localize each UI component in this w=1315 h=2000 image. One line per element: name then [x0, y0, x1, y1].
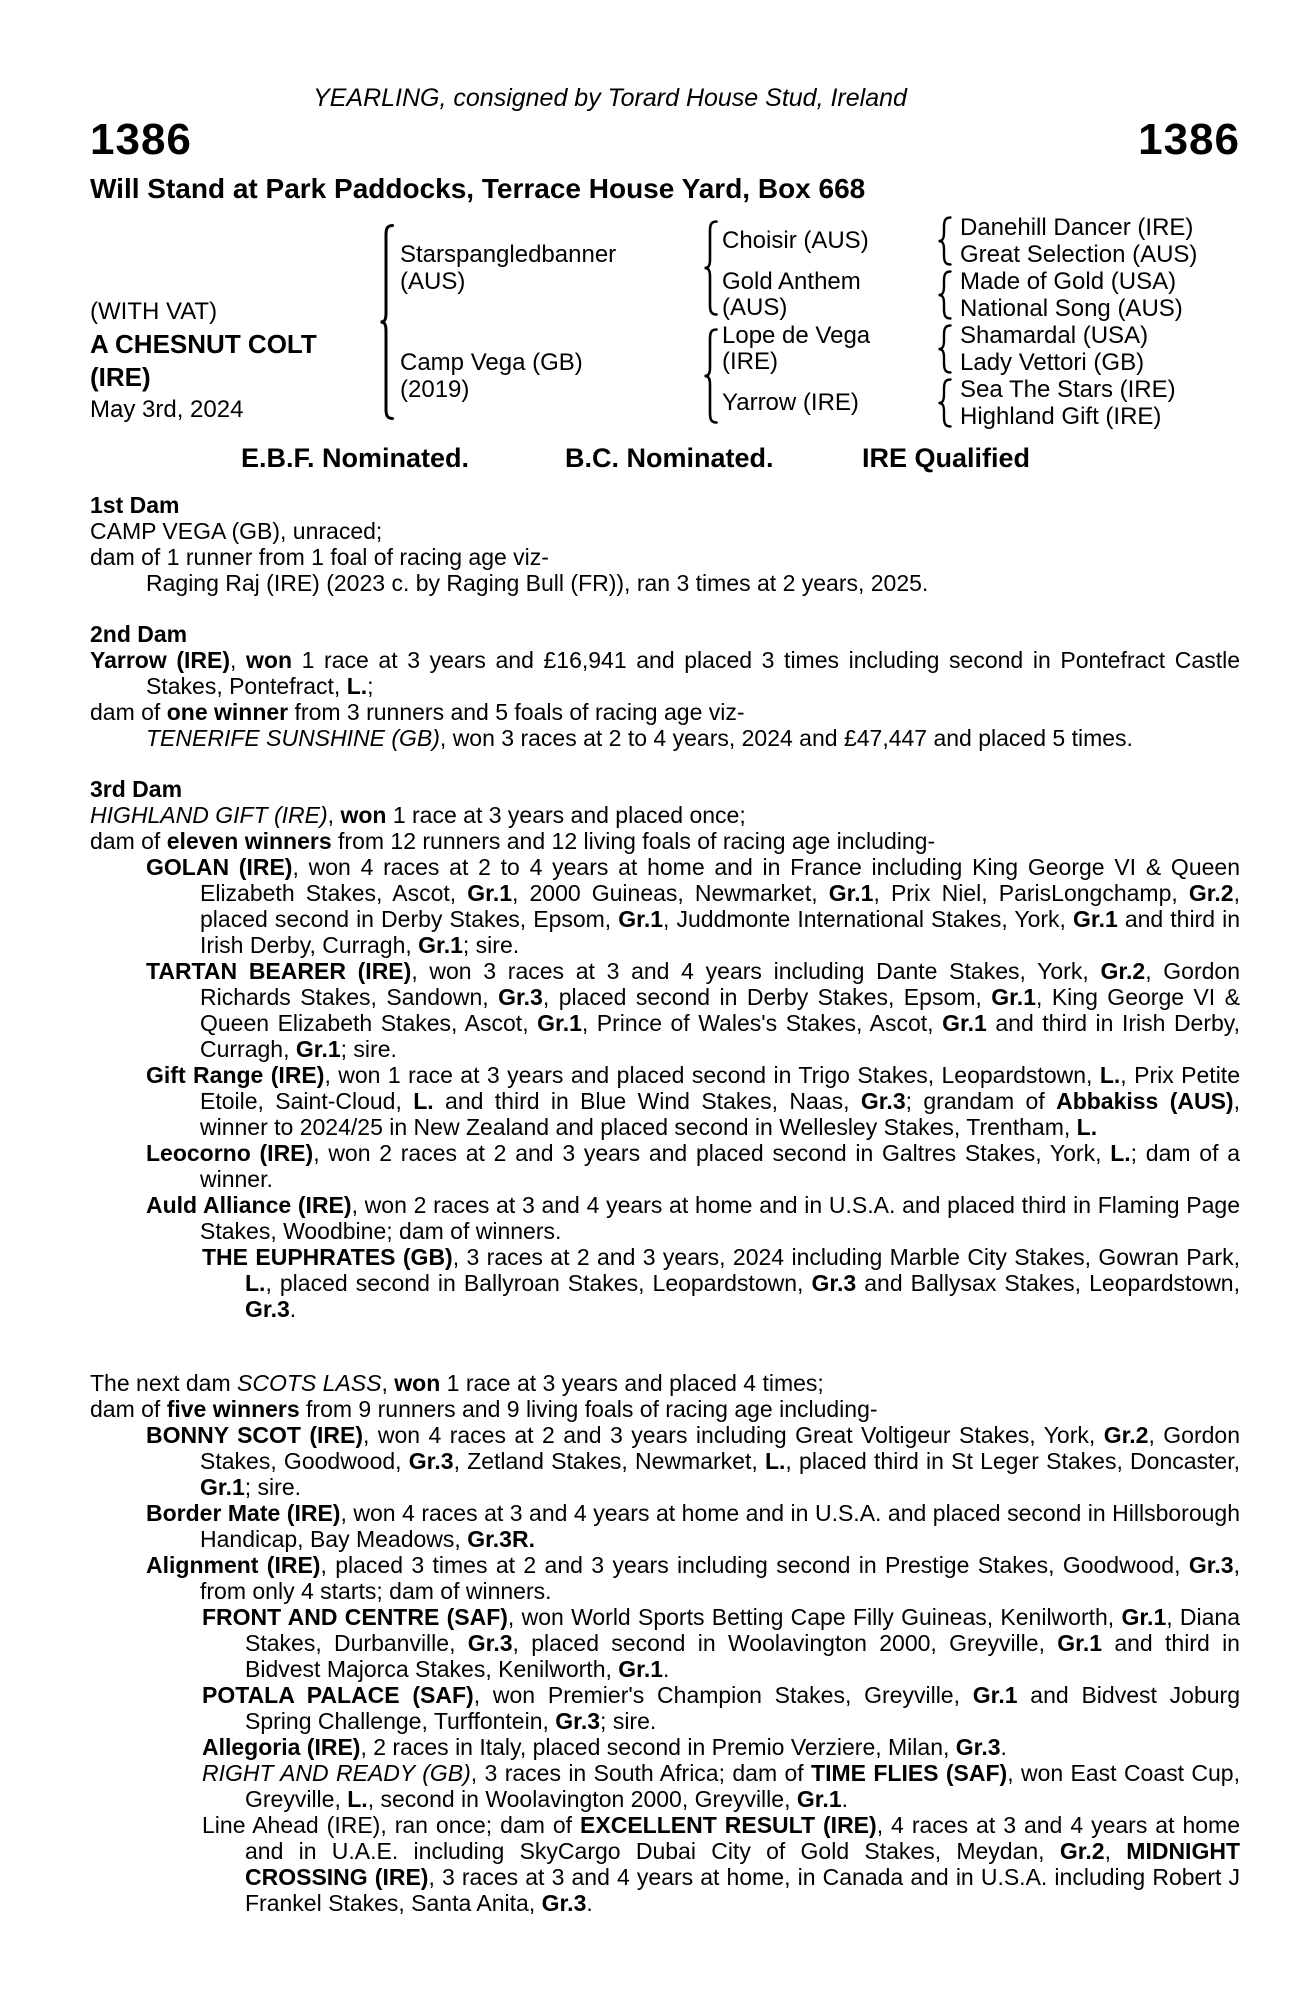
text-run: Gift Range (IRE)	[146, 1062, 325, 1088]
text-run: , placed second in Derby Stakes, Epsom,	[542, 984, 992, 1010]
text-run: , 3 races at 2 and 3 years, 2024 including Marble City Stakes, Gowran Park,	[452, 1244, 1240, 1270]
sire-dam-column	[400, 214, 700, 430]
text-run: , 2000 Guineas, Newmarket,	[512, 880, 829, 906]
catalogue-paragraph	[90, 1760, 1240, 1812]
text-run: five winners	[166, 1396, 300, 1422]
text-run: TIME FLIES (SAF)	[811, 1760, 1008, 1786]
grandparent-name-line: (IRE)	[722, 348, 778, 375]
catalogue-section	[90, 492, 1240, 596]
pedigree-brace-generation1	[374, 214, 400, 430]
grandparent-name	[722, 376, 930, 430]
catalogue-paragraph	[90, 1396, 1240, 1422]
text-run: Gr.1	[991, 984, 1036, 1010]
lot-number-row	[90, 115, 1240, 166]
text-run: , won Premier's Champion Stakes, Greyville,	[473, 1682, 973, 1708]
catalogue-paragraph	[90, 958, 1240, 1062]
text-run: GOLAN (IRE)	[146, 854, 293, 880]
text-run: ,	[1104, 1838, 1127, 1864]
pedigree-brace-pair	[930, 214, 960, 268]
text-run: Gr.1	[618, 1656, 664, 1682]
catalogue-body	[90, 492, 1240, 1916]
text-run: , won 3 races at 3 and 4 years including Dante Stakes, York,	[411, 958, 1101, 984]
text-run: and third in Irish Derby, Curragh,	[200, 906, 1240, 958]
text-run: Alignment (IRE)	[146, 1552, 321, 1578]
text-run: Gr.3R.	[467, 1526, 535, 1552]
catalogue-paragraph	[90, 1552, 1240, 1604]
lot-details-column	[90, 214, 374, 430]
text-run: .	[1000, 1734, 1007, 1760]
text-run: Gr.2	[1188, 880, 1234, 906]
grandparent-name-line: Gold Anthem	[722, 268, 861, 295]
text-run: , Gordon Richards Stakes, Sandown,	[200, 958, 1241, 1010]
great-grandparent-pair	[930, 214, 1240, 268]
text-run: Gr.1	[942, 1010, 987, 1036]
great-grandparent-name-line: Made of Gold (USA)	[960, 268, 1177, 295]
catalogue-paragraph	[90, 854, 1240, 958]
text-run: and Bidvest Joburg Spring Challenge, Turffontein,	[245, 1682, 1240, 1734]
text-run: 1 race at 3 years and £16,941 and placed 3 times including second in Pontefract Castle Stakes, Pontefract,	[146, 647, 1241, 699]
colt-suffix: (IRE)	[90, 362, 151, 392]
pedigree-brace-pair	[930, 268, 960, 322]
pedigree-table	[90, 214, 1240, 430]
ebf-nominated-label: E.B.F. Nominated.	[241, 443, 470, 473]
sire-name	[400, 214, 700, 322]
text-run: THE EUPHRATES (GB)	[202, 1244, 453, 1270]
lot-number-right: 1386	[1138, 115, 1240, 164]
text-run: , won 3 races at 2 to 4 years, 2024 and £47,447 and placed 5 times.	[439, 725, 1133, 751]
text-run: from 12 runners and 12 living foals of racing age including-	[331, 828, 936, 854]
text-run: ; sire.	[462, 932, 520, 958]
text-run: , placed 3 times at 2 and 3 years including second in Prestige Stakes, Goodwood,	[320, 1552, 1189, 1578]
text-run: L.	[245, 1270, 266, 1296]
text-run: Auld Alliance (IRE)	[146, 1192, 352, 1218]
great-grandparent-name-line: Danehill Dancer (IRE)	[960, 214, 1194, 241]
great-grandparent-pair	[930, 268, 1240, 322]
catalogue-paragraph	[90, 1500, 1240, 1552]
text-run: L.	[1110, 1140, 1131, 1166]
text-run: .	[841, 1786, 849, 1812]
grandparent-name	[722, 322, 930, 376]
text-run: Gr.1	[1073, 906, 1118, 932]
great-grandparent-name-line: Highland Gift (IRE)	[960, 403, 1162, 430]
text-run: Yarrow (IRE)	[90, 647, 230, 673]
text-run: Gr.1	[537, 1010, 582, 1036]
section-heading: 2nd Dam	[90, 621, 188, 647]
text-run: Gr.3	[955, 1734, 1001, 1760]
text-run: , Juddmonte International Stakes, York,	[663, 906, 1073, 932]
dam-name-line2: (2019)	[400, 376, 470, 403]
grandparent-name	[722, 268, 930, 322]
text-run: Line Ahead (IRE), ran once; dam of	[202, 1812, 581, 1838]
text-run: L.	[1076, 1114, 1098, 1140]
text-run: won	[394, 1370, 441, 1396]
text-run: ; grandam of	[905, 1088, 1057, 1114]
catalogue-paragraph	[90, 1422, 1240, 1500]
text-run: ; sire.	[340, 1036, 397, 1062]
text-run: TARTAN BEARER (IRE)	[146, 958, 412, 984]
foaling-date: May 3rd, 2024	[90, 396, 244, 423]
colt-description: A CHESNUT COLT	[90, 329, 317, 359]
text-run: dam of	[90, 828, 167, 854]
grandparent-name-line: (AUS)	[722, 294, 788, 321]
ire-qualified-label: IRE Qualified	[862, 443, 1031, 473]
text-run: L.	[1099, 1062, 1121, 1088]
catalogue-paragraph	[90, 518, 1240, 544]
text-run: Allegoria (IRE)	[202, 1734, 361, 1760]
text-run: won	[246, 647, 293, 673]
text-run: , Gordon Stakes, Goodwood,	[200, 1422, 1240, 1474]
text-run: L.	[347, 1786, 368, 1812]
text-run: BONNY SCOT (IRE)	[146, 1422, 364, 1448]
text-run: from 9 runners and 9 living foals of racing age including-	[299, 1396, 878, 1422]
text-run: Gr.1	[467, 880, 513, 906]
text-run: , Prince of Wales's Stakes, Ascot,	[581, 1010, 943, 1036]
dam-name	[400, 322, 700, 430]
text-run: , won 1 race at 3 years and placed second in Trigo Stakes, Leopardstown,	[324, 1062, 1100, 1088]
text-run: POTALA PALACE (SAF)	[202, 1682, 474, 1708]
text-run: , won World Sports Betting Cape Filly Guineas, Kenilworth,	[507, 1604, 1122, 1630]
section-heading: 1st Dam	[90, 492, 180, 518]
great-grandparent-names	[960, 214, 1197, 268]
text-run: , 3 races in South Africa; dam of	[470, 1760, 812, 1786]
great-grandparent-names	[960, 268, 1183, 322]
text-run: MIDNIGHT CROSSING (IRE)	[245, 1838, 1240, 1890]
text-run: , won 4 races at 3 and 4 years at home and in U.S.A. and placed second in Hillsborough Handicap, Bay Meadows,	[200, 1500, 1240, 1552]
text-run: , won 4 races at 2 and 3 years including Great Voltigeur Stakes, York,	[363, 1422, 1104, 1448]
text-run: TENERIFE SUNSHINE (GB)	[146, 725, 440, 751]
text-run: , from only 4 starts; dam of winners.	[200, 1552, 1240, 1604]
text-run: , 4 races at 3 and 4 years at home and in U.A.E. including SkyCargo Dubai City of Gold Stakes, Meydan,	[245, 1812, 1240, 1864]
text-run: Border Mate (IRE)	[146, 1500, 341, 1526]
text-run: , winner to 2024/25 in New Zealand and placed second in Wellesley Stakes, Trentham,	[200, 1088, 1240, 1140]
text-run: .	[289, 1296, 297, 1322]
grandparent-name-line: Choisir (AUS)	[722, 227, 869, 254]
text-run: Leocorno (IRE)	[146, 1140, 314, 1166]
text-run: 1 race at 3 years and placed 4 times;	[440, 1370, 824, 1396]
text-run: The next dam	[90, 1370, 238, 1396]
text-run: , 3 races at 3 and 4 years at home, in Canada and in U.S.A. including Robert J Frankel Stakes, Santa Anita,	[245, 1864, 1240, 1916]
grandparent-name-line: Yarrow (IRE)	[722, 389, 859, 416]
catalogue-section	[90, 776, 1240, 1322]
catalogue-paragraph	[90, 1734, 1240, 1760]
lot-number-left: 1386	[90, 115, 192, 164]
pedigree-brace-dam-parents	[700, 322, 722, 430]
stand-location-line: Will Stand at Park Paddocks, Terrace House Yard, Box 668	[90, 173, 866, 204]
text-run: Gr.1	[295, 1036, 341, 1062]
text-run: L.	[764, 1448, 786, 1474]
catalogue-paragraph	[90, 1370, 1240, 1396]
sire-name-line1: Starspangledbanner	[400, 241, 617, 268]
text-run: Abbakiss (AUS)	[1056, 1088, 1234, 1114]
pedigree-brace-pair	[930, 376, 960, 430]
text-run: dam of	[90, 699, 167, 725]
consignor-line: YEARLING, consigned by Torard House Stud, Ireland	[313, 84, 907, 112]
text-run: ; dam of a winner.	[200, 1140, 1240, 1192]
text-run: Gr.1	[1121, 1604, 1167, 1630]
text-run: Gr.1	[828, 880, 874, 906]
text-run: won	[340, 802, 387, 828]
text-run: , Prix Niel, ParisLongchamp,	[873, 880, 1189, 906]
text-run: , Diana Stakes, Durbanville,	[245, 1604, 1241, 1656]
text-run: ;	[367, 673, 374, 699]
text-run: Gr.3	[467, 1630, 513, 1656]
vat-note: (WITH VAT)	[90, 298, 218, 325]
text-run: one winner	[166, 699, 289, 725]
text-run: , placed second in Woolavington 2000, Greyville,	[512, 1630, 1058, 1656]
section-heading: 3rd Dam	[90, 776, 183, 802]
catalogue-paragraph	[90, 1192, 1240, 1244]
catalogue-paragraph	[90, 1140, 1240, 1192]
catalogue-paragraph	[90, 828, 1240, 854]
catalogue-paragraph	[90, 699, 1240, 725]
great-grandparent-name-line: Shamardal (USA)	[960, 322, 1149, 349]
text-run: Gr.2	[1100, 958, 1146, 984]
text-run: Raging Raj (IRE) (2023 c. by Raging Bull (FR)), ran 3 times at 2 years, 2025.	[146, 570, 929, 596]
text-run: , won 2 races at 3 and 4 years at home and in U.S.A. and placed third in Flaming Page Stakes, Woodbine; dam of winners.	[200, 1192, 1241, 1244]
text-run: Gr.1	[972, 1682, 1018, 1708]
text-run: from 3 runners and 5 foals of racing age viz-	[288, 699, 745, 725]
text-run: Gr.3	[860, 1088, 906, 1114]
text-run: SCOTS LASS	[237, 1370, 382, 1396]
text-run: L.	[413, 1088, 434, 1114]
text-run: ,	[327, 802, 341, 828]
great-grandparent-pair	[930, 322, 1240, 376]
text-run: Gr.3	[811, 1270, 857, 1296]
catalogue-paragraph	[90, 725, 1240, 751]
text-run: Gr.3	[1188, 1552, 1234, 1578]
dam-name-line1: Camp Vega (GB)	[400, 349, 583, 376]
grandparents-column	[722, 214, 930, 430]
text-run: , second in Woolavington 2000, Greyville,	[367, 1786, 797, 1812]
sire-name-line2: (AUS)	[400, 268, 466, 295]
catalogue-paragraph	[90, 1604, 1240, 1682]
text-run: , won East Coast Cup, Greyville,	[245, 1760, 1240, 1812]
text-run: L.	[346, 673, 368, 699]
text-run: .	[663, 1656, 670, 1682]
text-run: Gr.1	[1057, 1630, 1103, 1656]
text-run: Gr.2	[1059, 1838, 1105, 1864]
generation2-braces	[700, 214, 722, 430]
text-run: HIGHLAND GIFT (IRE)	[90, 802, 328, 828]
pedigree-brace-pair	[930, 322, 960, 376]
text-run: and third in Irish Derby, Curragh,	[200, 1010, 1240, 1062]
text-run: ; sire.	[244, 1474, 301, 1500]
catalogue-paragraph	[90, 570, 1240, 596]
text-run: Gr.2	[1103, 1422, 1149, 1448]
great-grandparent-name-line: Sea The Stars (IRE)	[960, 376, 1176, 403]
great-grandparent-names	[960, 376, 1176, 430]
catalogue-paragraph	[90, 1244, 1240, 1322]
text-run: , Prix Petite Etoile, Saint-Cloud,	[200, 1062, 1240, 1114]
text-run: CAMP VEGA (GB), unraced;	[90, 518, 383, 544]
text-run: and Ballysax Stakes, Leopardstown,	[856, 1270, 1240, 1296]
catalogue-paragraph	[90, 802, 1240, 828]
text-run: , 2 races in Italy, placed second in Premio Verziere, Milan,	[360, 1734, 956, 1760]
text-run: eleven winners	[166, 828, 332, 854]
text-run: , placed second in Ballyroan Stakes, Leopardstown,	[265, 1270, 812, 1296]
text-run: dam of	[90, 1396, 167, 1422]
great-grandparents-column	[930, 214, 1240, 430]
text-run: Gr.3	[408, 1448, 454, 1474]
great-grandparent-names	[960, 322, 1148, 376]
text-run: , King George VI & Queen Elizabeth Stakes, Ascot,	[200, 984, 1240, 1036]
catalogue-paragraph	[90, 1062, 1240, 1140]
text-run: Gr.3	[555, 1708, 601, 1734]
great-grandparent-name-line: Lady Vettori (GB)	[960, 349, 1145, 376]
bc-nominated-label: B.C. Nominated.	[565, 443, 774, 473]
text-run: , placed second in Derby Stakes, Epsom,	[200, 880, 1240, 932]
text-run: , won 4 races at 2 to 4 years at home and in France including King George VI & Queen Elizabeth Stakes, Ascot,	[200, 854, 1240, 906]
text-run: Gr.3	[245, 1296, 290, 1322]
catalogue-paragraph	[90, 647, 1240, 699]
text-run: Gr.1	[418, 932, 463, 958]
great-grandparent-name-line: Great Selection (AUS)	[960, 241, 1198, 268]
text-run: ; sire.	[600, 1708, 657, 1734]
text-run: and third in Bidvest Majorca Stakes, Kenilworth,	[245, 1630, 1240, 1682]
great-grandparent-name-line: National Song (AUS)	[960, 295, 1183, 322]
catalogue-paragraph	[90, 544, 1240, 570]
nominations-line	[90, 444, 1240, 472]
text-run: EXCELLENT RESULT (IRE)	[580, 1812, 877, 1838]
text-run: FRONT AND CENTRE (SAF)	[202, 1604, 508, 1630]
text-run: dam of 1 runner from 1 foal of racing age viz-	[90, 544, 549, 570]
text-run: RIGHT AND READY (GB)	[202, 1760, 471, 1786]
catalogue-paragraph	[90, 1682, 1240, 1734]
grandparent-name-line: Lope de Vega	[722, 322, 871, 349]
text-run: Gr.3	[541, 1890, 587, 1916]
text-run: , placed third in St Leger Stakes, Doncaster,	[785, 1448, 1240, 1474]
pedigree-brace-sire-parents	[700, 214, 722, 322]
catalogue-section	[90, 621, 1240, 751]
text-run: Gr.1	[618, 906, 664, 932]
text-run: ,	[381, 1370, 395, 1396]
grandparent-name	[722, 214, 930, 268]
text-run: 1 race at 3 years and placed once;	[386, 802, 746, 828]
text-run: Gr.1	[200, 1474, 245, 1500]
text-run: and third in Blue Wind Stakes, Naas,	[433, 1088, 861, 1114]
catalogue-paragraph	[90, 1812, 1240, 1916]
text-run: Gr.3	[498, 984, 543, 1010]
great-grandparent-pair	[930, 376, 1240, 430]
text-run: , won 2 races at 2 and 3 years and placed second in Galtres Stakes, York,	[313, 1140, 1111, 1166]
catalogue-section	[90, 1370, 1240, 1916]
text-run: ,	[230, 647, 247, 673]
text-run: , Zetland Stakes, Newmarket,	[453, 1448, 765, 1474]
text-run: Gr.1	[796, 1786, 842, 1812]
text-run: .	[586, 1890, 593, 1916]
